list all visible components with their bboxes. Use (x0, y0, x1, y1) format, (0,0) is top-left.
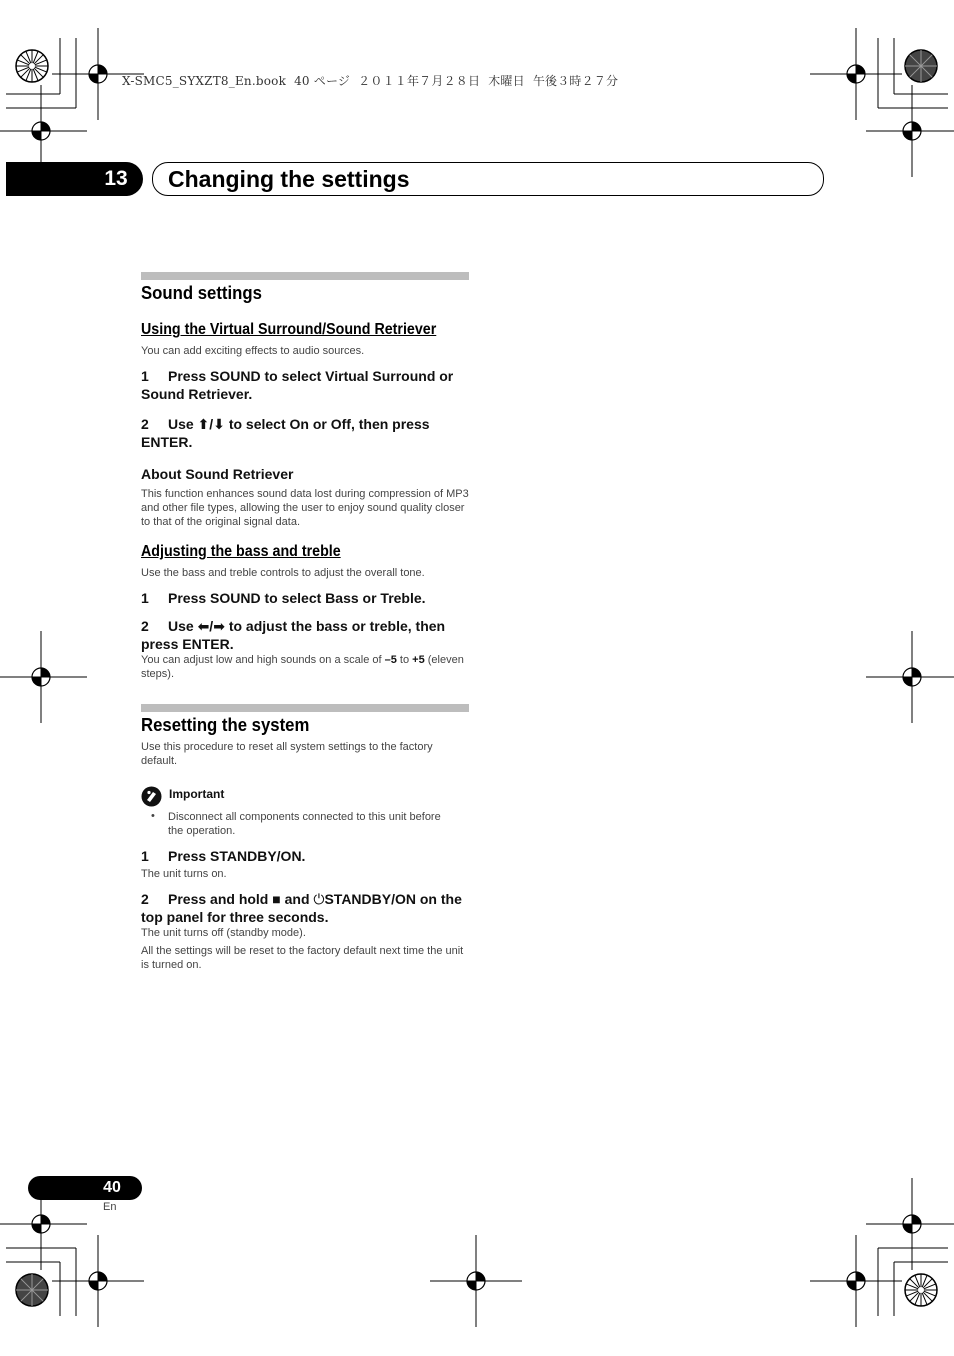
power-icon: ⏻ (313, 891, 325, 907)
page-language: En (103, 1201, 117, 1213)
step-text: Press SOUND to select Virtual Surround or Sound Retriever. (141, 368, 454, 402)
step-number: 2 (141, 891, 149, 907)
step-number: 1 (141, 368, 149, 384)
bass-treble-step-1 (141, 589, 471, 607)
reset-intro: Use this procedure to reset all system settings to the factory default. (141, 741, 433, 767)
section-divider (141, 704, 469, 712)
virtual-surround-step-2 (141, 415, 471, 451)
reset-step-1-note: The unit turns on. (141, 868, 227, 880)
file-header-line: X-SMC5_SYXZT8_En.book 40 ページ ２０１１年７月２８日 木曜日 午後３時２７分 (122, 74, 619, 88)
about-sound-retriever-text: This function enhances sound data lost during compression of MP3 and other file types, allowing the user to enjoy sound quality closer to that of the original signal data. (141, 488, 469, 528)
step-text: Press SOUND to select Bass or Treble. (168, 590, 426, 606)
important-icon (141, 786, 162, 807)
bass-treble-intro: Use the bass and treble controls to adjust the overall tone. (141, 567, 425, 579)
reset-step-1 (141, 847, 471, 865)
step-text: Press and hold (168, 891, 273, 907)
note-max-value: +5 (412, 654, 425, 666)
section-divider (141, 272, 469, 280)
virtual-surround-step-1 (141, 367, 471, 403)
reset-step-2-note-2: All the settings will be reset to the factory default next time the unit is turned on. (141, 945, 464, 971)
note-min-value: –5 (384, 654, 397, 666)
step-number: 1 (141, 590, 149, 606)
reset-step-2 (141, 890, 471, 926)
step-number: 1 (141, 848, 149, 864)
bass-treble-note (141, 653, 471, 681)
about-sound-retriever-title: About Sound Retriever (141, 466, 294, 482)
step-number: 2 (141, 618, 149, 634)
subsection-title-virtual-surround: Using the Virtual Surround/Sound Retriever (141, 321, 437, 338)
virtual-surround-intro: You can add exciting effects to audio sources. (141, 345, 365, 357)
section-title-sound-settings: Sound settings (141, 283, 262, 303)
step-number: 2 (141, 416, 149, 432)
reset-step-2-note-1: The unit turns off (standby mode). (141, 927, 306, 939)
bullet-icon: • (151, 810, 155, 822)
important-label: Important (169, 787, 225, 801)
step-text: Use (168, 618, 198, 634)
note-text: You can adjust low and high sounds on a scale of (141, 654, 385, 666)
page-number: 40 (103, 1179, 121, 1196)
step-text: Use (168, 416, 198, 432)
subsection-title-bass-treble: Adjusting the bass and treble (141, 543, 341, 560)
note-text: (eleven steps). (141, 654, 464, 680)
stop-icon: ■ (272, 891, 281, 907)
step-text: Press STANDBY/ON. (168, 848, 306, 864)
up-down-arrows-icon: ⬆/⬇ (197, 416, 225, 432)
note-text: to (396, 654, 413, 666)
left-right-arrows-icon: ⬅/➡ (197, 618, 225, 634)
chapter-number: 13 (104, 167, 128, 190)
step-text: and (280, 891, 314, 907)
chapter-title: Changing the settings (168, 166, 410, 192)
step-text: to adjust the bass or treble, then press ENTER. (141, 618, 446, 652)
section-title-resetting: Resetting the system (141, 715, 310, 735)
step-text: STANDBY/ON on the top panel for three seconds. (141, 891, 462, 925)
bass-treble-step-2 (141, 617, 471, 653)
step-text: to select On or Off, then press ENTER. (141, 416, 430, 450)
important-bullet-text: Disconnect all components connected to this unit before the operation. (168, 811, 441, 837)
